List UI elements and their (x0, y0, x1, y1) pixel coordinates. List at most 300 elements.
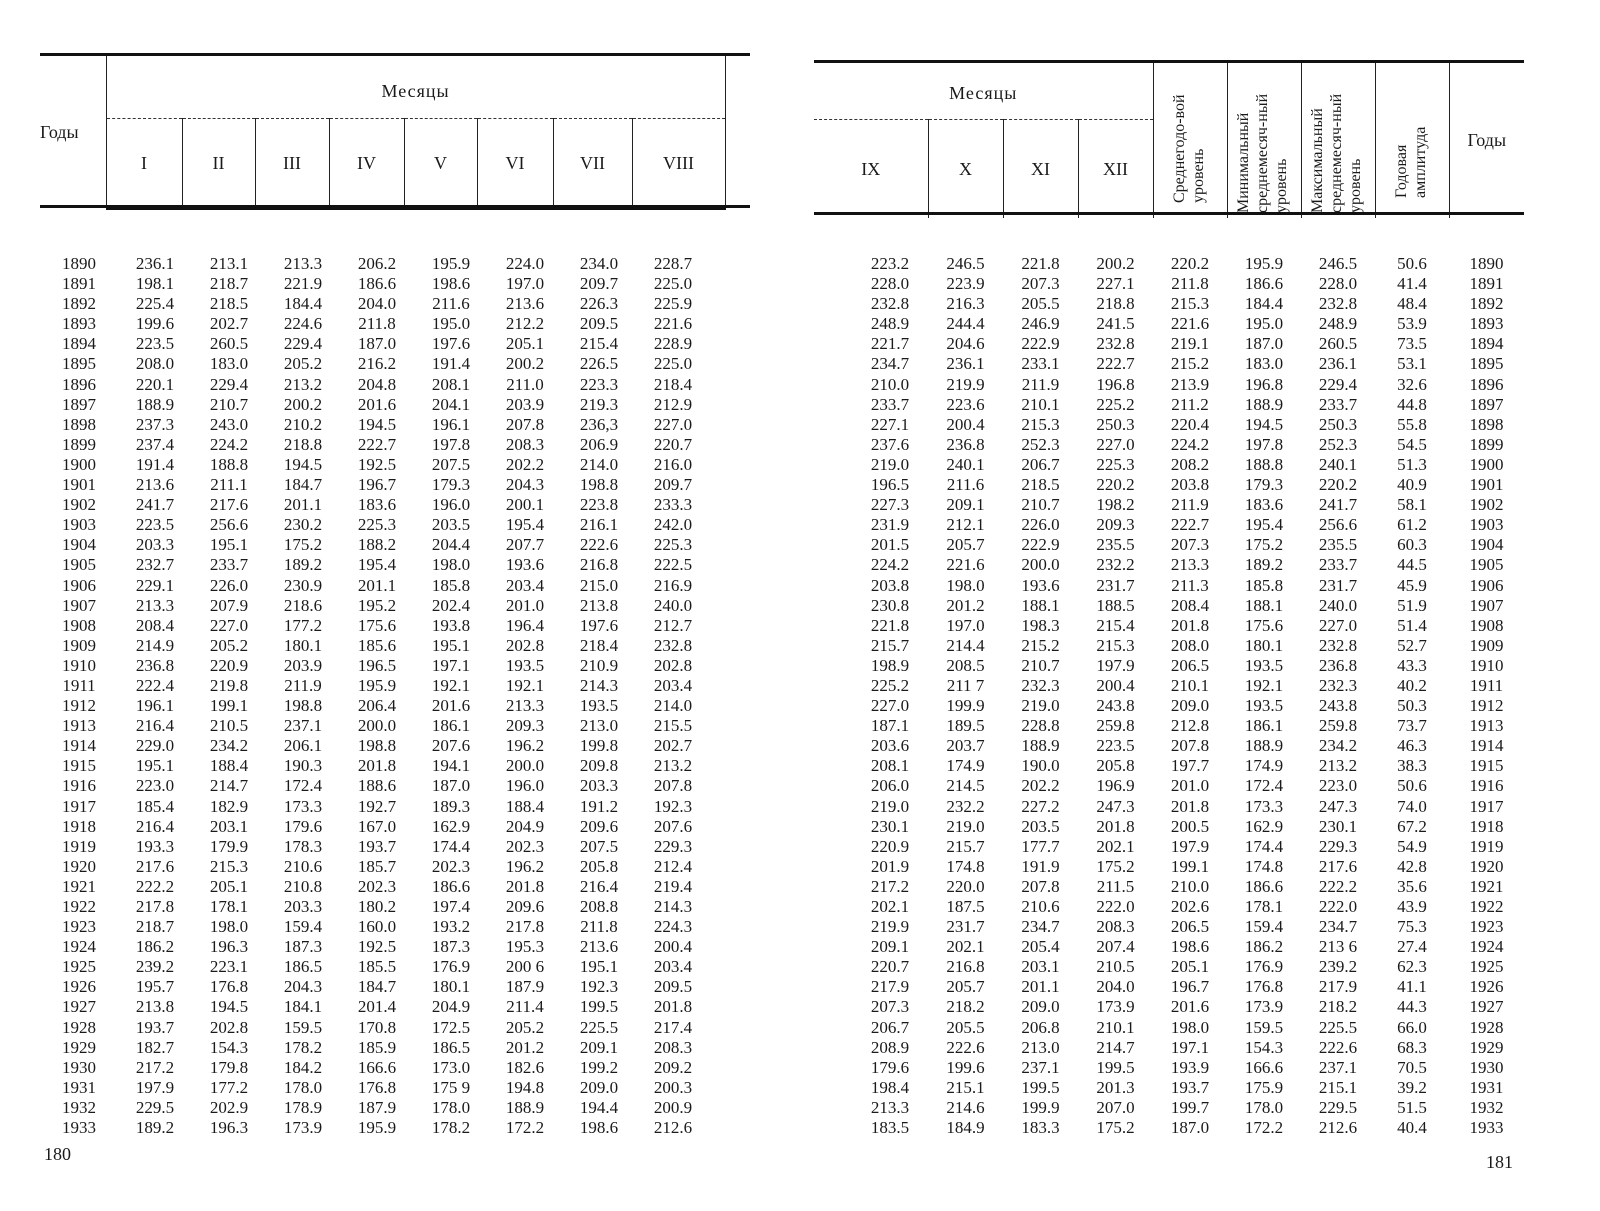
month-value-cell: 195.1 (579, 957, 619, 977)
year-cell: 1894 (62, 334, 96, 354)
month-value-cell: 227.0 (653, 414, 693, 434)
year-cell: 1902 (1469, 495, 1504, 515)
table-row (40, 375, 710, 395)
months-group-header-right (814, 62, 1153, 120)
month-value-cell: 202.1 (1096, 836, 1135, 856)
month-value-cell: 184.4 (283, 294, 323, 314)
month-value-cell: 221.8 (870, 615, 910, 635)
month-value-cell: 213.2 (653, 756, 693, 776)
month-value-cell: 220.7 (870, 957, 910, 977)
year-cell: 1907 (62, 595, 96, 615)
month-value-cell: 203.3 (283, 897, 323, 916)
month-value-cell: 211.8 (580, 917, 618, 937)
year-cell: 1929 (62, 1037, 96, 1057)
month-value-cell: 228.7 (653, 254, 693, 273)
min-level-cell: 183.6 (1244, 495, 1284, 515)
amplitude-cell: 51.5 (1397, 1097, 1427, 1117)
amplitude-cell: 60.3 (1397, 535, 1427, 555)
month-value-cell: 241.5 (1096, 314, 1135, 334)
page-number-left: 180 (44, 1144, 71, 1164)
table-row (40, 395, 710, 415)
month-value-cell: 222.4 (135, 675, 175, 695)
average-level-cell: 211.2 (1171, 394, 1209, 414)
month-value-cell: 232.2 (1096, 555, 1135, 575)
amplitude-cell: 67.2 (1397, 816, 1427, 836)
month-value-cell: 201.8 (357, 756, 397, 776)
month-value-cell: 222.7 (1096, 354, 1135, 374)
amplitude-cell: 43.3 (1397, 655, 1427, 675)
min-level-cell: 197.8 (1244, 434, 1284, 454)
month-value-cell: 186.6 (357, 274, 397, 294)
month-value-cell: 170.8 (357, 1017, 397, 1037)
month-value-cell: 223.8 (579, 495, 619, 515)
month-value-cell: 203.1 (209, 816, 249, 836)
month-value-cell: 236,3 (579, 414, 619, 434)
month-value-cell: 230.2 (283, 515, 323, 535)
month-value-cell: 201.8 (1096, 816, 1135, 836)
month-value-cell: 216.8 (946, 957, 985, 977)
month-value-cell: 175.6 (357, 615, 397, 635)
amplitude-cell: 74.0 (1397, 796, 1427, 816)
month-value-cell: 237.3 (135, 414, 175, 434)
month-value-cell: 199.8 (579, 736, 619, 756)
month-value-cell: 256.6 (209, 515, 249, 535)
month-value-cell: 203.9 (283, 655, 323, 675)
table-row (852, 535, 1524, 555)
month-value-cell: 185.8 (431, 575, 471, 595)
month-value-cell: 207.5 (431, 454, 471, 474)
month-value-cell: 244.4 (946, 314, 985, 334)
year-cell: 1928 (62, 1017, 96, 1037)
min-level-cell: 172.2 (1244, 1118, 1284, 1138)
table-row (852, 596, 1524, 616)
year-cell: 1914 (62, 736, 96, 756)
amplitude-cell: 41.1 (1397, 977, 1427, 997)
max-level-cell: 227.0 (1318, 615, 1358, 635)
month-value-cell: 214.4 (946, 635, 985, 655)
month-value-cell: 208.3 (653, 1037, 693, 1057)
month-value-cell: 199.6 (946, 1057, 985, 1077)
table-row (852, 797, 1524, 817)
month-value-cell: 215.7 (946, 836, 985, 856)
month-value-cell: 229.4 (283, 334, 323, 354)
min-level-cell: 173.9 (1244, 997, 1284, 1017)
max-level-cell: 252.3 (1318, 434, 1358, 454)
month-value-cell: 230.8 (870, 595, 910, 615)
month-value-cell: 234.7 (1021, 917, 1060, 937)
month-value-cell: 207.6 (653, 816, 693, 836)
month-value-cell: 225.2 (870, 675, 910, 695)
table-row (40, 555, 710, 575)
min-level-cell: 188.9 (1244, 736, 1284, 756)
month-value-cell: 224.0 (505, 254, 545, 273)
month-value-cell: 202.2 (505, 454, 545, 474)
year-cell: 1920 (1469, 856, 1504, 876)
max-level-cell: 229.3 (1318, 836, 1358, 856)
month-value-cell: 232.2 (946, 796, 985, 816)
month-value-cell: 192.1 (431, 675, 471, 695)
month-value-cell: 188.9 (135, 394, 175, 414)
month-value-cell: 173.0 (431, 1057, 471, 1077)
month-value-cell: 182.7 (135, 1037, 175, 1057)
month-value-cell: 223.6 (946, 394, 985, 414)
month-value-cell: 199.2 (579, 1057, 619, 1077)
month-value-cell: 218.7 (135, 917, 175, 937)
month-value-cell: 196.8 (1096, 374, 1135, 394)
month-value-cell: 209.7 (579, 274, 619, 294)
month-value-cell: 259.8 (1096, 716, 1135, 736)
min-level-cell: 192.1 (1244, 675, 1284, 695)
month-value-cell: 223.5 (1096, 736, 1135, 756)
table-row (40, 535, 710, 555)
max-level-cell: 232.8 (1318, 294, 1358, 314)
average-level-cell: 220.4 (1170, 414, 1210, 434)
year-cell: 1910 (62, 655, 96, 675)
max-level-cell: 246.5 (1318, 254, 1358, 273)
table-row (852, 354, 1524, 374)
year-cell: 1896 (1469, 374, 1504, 394)
month-value-cell: 177.7 (1021, 836, 1060, 856)
average-level-cell: 198.6 (1170, 937, 1210, 957)
month-value-cell: 216.4 (135, 816, 175, 836)
month-value-cell: 219.8 (209, 675, 249, 695)
average-level-cell: 199.1 (1170, 856, 1210, 876)
table-row (852, 817, 1524, 837)
month-value-cell: 211 7 (946, 675, 985, 695)
month-value-cell: 184.2 (283, 1057, 323, 1077)
month-value-cell: 202.9 (209, 1097, 249, 1117)
month-value-cell: 222.9 (1021, 535, 1060, 555)
amplitude-cell: 44.3 (1397, 997, 1427, 1017)
table-row (852, 495, 1524, 515)
month-value-cell: 210.8 (283, 876, 323, 896)
month-value-cell: 220.7 (653, 434, 693, 454)
month-value-cell: 213.3 (870, 1097, 910, 1117)
month-value-cell: 236.8 (946, 434, 985, 454)
amplitude-cell: 58.1 (1397, 495, 1427, 515)
month-value-cell: 211.4 (506, 997, 544, 1017)
month-value-cell: 206.7 (870, 1017, 910, 1037)
month-value-cell: 216.4 (135, 716, 175, 736)
average-level-cell: 201.0 (1170, 776, 1210, 796)
month-value-cell: 197.0 (946, 615, 985, 635)
month-value-cell: 226.0 (209, 575, 249, 595)
month-value-cell: 225.4 (135, 294, 175, 314)
table-row (852, 455, 1524, 475)
month-value-cell: 182.9 (209, 796, 249, 816)
table-row (40, 957, 710, 977)
month-value-cell: 208.3 (505, 434, 545, 454)
month-value-cell: 211.6 (946, 475, 985, 495)
min-level-cell: 178.1 (1244, 897, 1284, 916)
month-value-cell: 225.3 (653, 535, 693, 555)
month-value-cell: 217.6 (209, 495, 249, 515)
month-value-cell: 214.6 (946, 1097, 985, 1117)
month-value-cell: 200.4 (1096, 675, 1135, 695)
table-row (852, 294, 1524, 314)
month-value-cell: 195.7 (135, 977, 175, 997)
month-value-cell: 185.7 (357, 856, 397, 876)
max-level-cell: 212.6 (1318, 1118, 1358, 1138)
month-value-cell: 223.2 (870, 254, 910, 273)
month-value-cell: 232.8 (870, 294, 910, 314)
month-value-cell: 225.3 (1096, 454, 1135, 474)
average-level-cell: 206.5 (1170, 655, 1210, 675)
year-cell: 1914 (1469, 736, 1504, 756)
month-value-cell: 199.5 (1096, 1057, 1135, 1077)
max-level-cell: 230.1 (1318, 816, 1358, 836)
month-value-cell: 204.6 (946, 334, 985, 354)
year-cell: 1923 (1469, 917, 1504, 937)
month-value-cell: 214.3 (579, 675, 619, 695)
month-value-cell: 184.1 (283, 997, 323, 1017)
amplitude-cell: 52.7 (1397, 635, 1427, 655)
month-value-cell: 196.1 (431, 414, 471, 434)
table-row (40, 334, 710, 354)
year-cell: 1910 (1469, 655, 1504, 675)
table-row (852, 837, 1524, 857)
month-value-cell: 228.8 (1021, 716, 1060, 736)
month-value-cell: 200.9 (653, 1097, 693, 1117)
month-value-cell: 204.4 (431, 535, 471, 555)
amplitude-cell: 32.6 (1397, 374, 1427, 394)
month-value-cell: 215.3 (1021, 414, 1060, 434)
max-level-cell: 236.8 (1318, 655, 1358, 675)
table-row (40, 897, 710, 917)
table-row (40, 596, 710, 616)
month-value-cell: 191.4 (431, 354, 471, 374)
average-level-cell: 206.5 (1170, 917, 1210, 937)
page-number-right: 181 (1486, 1152, 1513, 1172)
month-value-cell: 234.7 (870, 354, 910, 374)
min-level-cell: 176.8 (1244, 977, 1284, 997)
month-value-cell: 228.9 (653, 334, 693, 354)
table-row (852, 1038, 1524, 1058)
amplitude-cell: 39.2 (1397, 1077, 1427, 1097)
year-cell: 1931 (1469, 1077, 1504, 1097)
month-value-cell: 173.9 (283, 1118, 323, 1138)
year-cell: 1927 (62, 997, 96, 1017)
month-header-III: III (255, 119, 329, 209)
month-value-cell: 243.8 (1096, 696, 1135, 716)
year-cell: 1926 (1469, 977, 1504, 997)
month-value-cell: 197.4 (431, 897, 471, 916)
month-value-cell: 205.2 (283, 354, 323, 374)
max-level-cell: 250.3 (1318, 414, 1358, 434)
max-level-cell: 217.9 (1318, 977, 1358, 997)
month-value-cell: 173.3 (283, 796, 323, 816)
table-row (852, 857, 1524, 877)
month-value-cell: 191.4 (135, 454, 175, 474)
month-value-cell: 198.2 (1096, 495, 1135, 515)
table-row (852, 375, 1524, 395)
min-level-cell: 186.6 (1244, 274, 1284, 294)
month-value-cell: 219.3 (579, 394, 619, 414)
right-header-table (814, 60, 1524, 218)
month-value-cell: 222.7 (357, 434, 397, 454)
month-value-cell: 180.2 (357, 897, 397, 916)
max-level-cell: 243.8 (1318, 696, 1358, 716)
max-level-cell: 247.3 (1318, 796, 1358, 816)
year-cell: 1915 (1469, 756, 1504, 776)
month-value-cell: 196.0 (431, 495, 471, 515)
month-value-cell: 206.9 (579, 434, 619, 454)
month-value-cell: 215.4 (579, 334, 619, 354)
month-value-cell: 217.2 (135, 1057, 175, 1077)
min-level-cell: 196.8 (1244, 374, 1284, 394)
month-value-cell: 193.7 (135, 1017, 175, 1037)
month-value-cell: 233.1 (1021, 354, 1060, 374)
months-title: Месяцы (381, 80, 450, 101)
month-value-cell: 194.4 (579, 1097, 619, 1117)
amplitude-cell: 54.5 (1397, 434, 1427, 454)
month-value-cell: 235.5 (1096, 535, 1135, 555)
table-row (40, 877, 710, 897)
max-level-cell: 231.7 (1318, 575, 1358, 595)
years-column-header-right: Годы (1449, 62, 1524, 219)
month-value-cell: 222.0 (1096, 897, 1135, 916)
month-value-cell: 205.2 (505, 1017, 545, 1037)
month-value-cell: 203.3 (135, 535, 175, 555)
month-value-cell: 196.5 (357, 655, 397, 675)
table-row (852, 555, 1524, 575)
month-value-cell: 208.9 (870, 1037, 910, 1057)
month-value-cell: 207.8 (653, 776, 693, 796)
min-level-cell: 162.9 (1244, 816, 1284, 836)
table-row (40, 676, 710, 696)
month-value-cell: 211.9 (1021, 374, 1060, 394)
month-value-cell: 200.2 (1096, 254, 1135, 273)
month-value-cell: 204.8 (357, 374, 397, 394)
month-value-cell: 243.0 (209, 414, 249, 434)
month-value-cell: 179.6 (870, 1057, 910, 1077)
month-value-cell: 200.0 (357, 716, 397, 736)
stat-header-amp (1375, 62, 1449, 219)
month-value-cell: 193.6 (505, 555, 545, 575)
left-header-bottom-rule (40, 205, 750, 208)
min-level-cell: 178.0 (1244, 1097, 1284, 1117)
year-cell: 1901 (1469, 475, 1504, 495)
left-data-table (40, 254, 710, 1138)
amplitude-cell: 43.9 (1397, 897, 1427, 916)
year-cell: 1899 (62, 434, 96, 454)
amplitude-cell: 51.9 (1397, 595, 1427, 615)
month-value-cell: 215.5 (653, 716, 693, 736)
month-value-cell: 202.8 (505, 635, 545, 655)
month-value-cell: 232.8 (1096, 334, 1135, 354)
month-value-cell: 202.3 (431, 856, 471, 876)
month-value-cell: 202.4 (431, 595, 471, 615)
max-level-cell: 222.0 (1318, 897, 1358, 916)
month-header-V: V (404, 119, 477, 209)
month-value-cell: 205.1 (209, 876, 249, 896)
month-value-cell: 216.9 (653, 575, 693, 595)
month-header-II: II (182, 119, 255, 209)
year-cell: 1928 (1469, 1017, 1504, 1037)
month-value-cell: 227.0 (1096, 434, 1135, 454)
table-row (852, 415, 1524, 435)
max-level-cell: 240.1 (1318, 454, 1358, 474)
month-value-cell: 220.9 (209, 655, 249, 675)
month-value-cell: 234.0 (579, 254, 619, 273)
year-cell: 1913 (62, 716, 96, 736)
month-value-cell: 226.5 (579, 354, 619, 374)
month-value-cell: 246.5 (946, 254, 985, 273)
month-value-cell: 217.8 (135, 897, 175, 916)
month-value-cell: 199.5 (1021, 1077, 1060, 1097)
year-cell: 1896 (62, 374, 96, 394)
month-value-cell: 195.3 (505, 937, 545, 957)
month-value-cell: 214.0 (653, 696, 693, 716)
month-value-cell: 201.2 (505, 1037, 545, 1057)
amplitude-cell: 45.9 (1397, 575, 1427, 595)
month-value-cell: 216.8 (579, 555, 619, 575)
month-value-cell: 210.5 (1096, 957, 1135, 977)
month-value-cell: 187.3 (283, 937, 323, 957)
month-value-cell: 211.8 (358, 314, 396, 334)
months-group-header (106, 55, 725, 119)
amplitude-cell: 53.1 (1397, 354, 1427, 374)
max-level-cell: 259.8 (1318, 716, 1358, 736)
table-row (40, 917, 710, 937)
table-row (40, 475, 710, 495)
min-level-cell: 188.1 (1244, 595, 1284, 615)
year-cell: 1898 (1469, 414, 1504, 434)
month-value-cell: 216.4 (579, 876, 619, 896)
average-level-cell: 221.6 (1170, 314, 1210, 334)
table-row (40, 495, 710, 515)
amplitude-cell: 66.0 (1397, 1017, 1427, 1037)
stat-header-avg (1153, 62, 1227, 219)
month-value-cell: 201.8 (653, 997, 693, 1017)
month-value-cell: 229.4 (209, 374, 249, 394)
min-level-cell: 186.6 (1244, 876, 1284, 896)
month-value-cell: 188.8 (209, 454, 249, 474)
month-value-cell: 201.5 (870, 535, 910, 555)
month-value-cell: 197.9 (135, 1077, 175, 1097)
month-value-cell: 178.0 (283, 1077, 323, 1097)
month-value-cell: 202.7 (653, 736, 693, 756)
month-value-cell: 200.1 (505, 495, 545, 515)
month-value-cell: 212.2 (505, 314, 545, 334)
table-row (852, 1118, 1524, 1138)
table-row (852, 696, 1524, 716)
month-value-cell: 220.1 (135, 374, 175, 394)
year-cell: 1912 (1469, 696, 1504, 716)
min-level-cell: 180.1 (1244, 635, 1284, 655)
month-value-cell: 210.1 (1021, 394, 1060, 414)
month-value-cell: 191.9 (1021, 856, 1060, 876)
year-cell: 1919 (1469, 836, 1504, 856)
month-value-cell: 227.2 (1021, 796, 1060, 816)
month-value-cell: 213.3 (135, 595, 175, 615)
month-value-cell: 196.7 (357, 475, 397, 495)
table-row (40, 254, 710, 274)
month-value-cell: 203.3 (579, 776, 619, 796)
month-value-cell: 222.6 (946, 1037, 985, 1057)
month-value-cell: 220.0 (946, 876, 985, 896)
table-row (40, 696, 710, 716)
month-value-cell: 201.8 (505, 876, 545, 896)
month-value-cell: 230.1 (870, 816, 910, 836)
year-cell: 1902 (62, 495, 96, 515)
month-value-cell: 221.6 (653, 314, 693, 334)
month-value-cell: 178.2 (283, 1037, 323, 1057)
table-row (40, 435, 710, 455)
month-value-cell: 192.5 (357, 937, 397, 957)
month-value-cell: 211.5 (1096, 876, 1135, 896)
month-value-cell: 205.5 (946, 1017, 985, 1037)
